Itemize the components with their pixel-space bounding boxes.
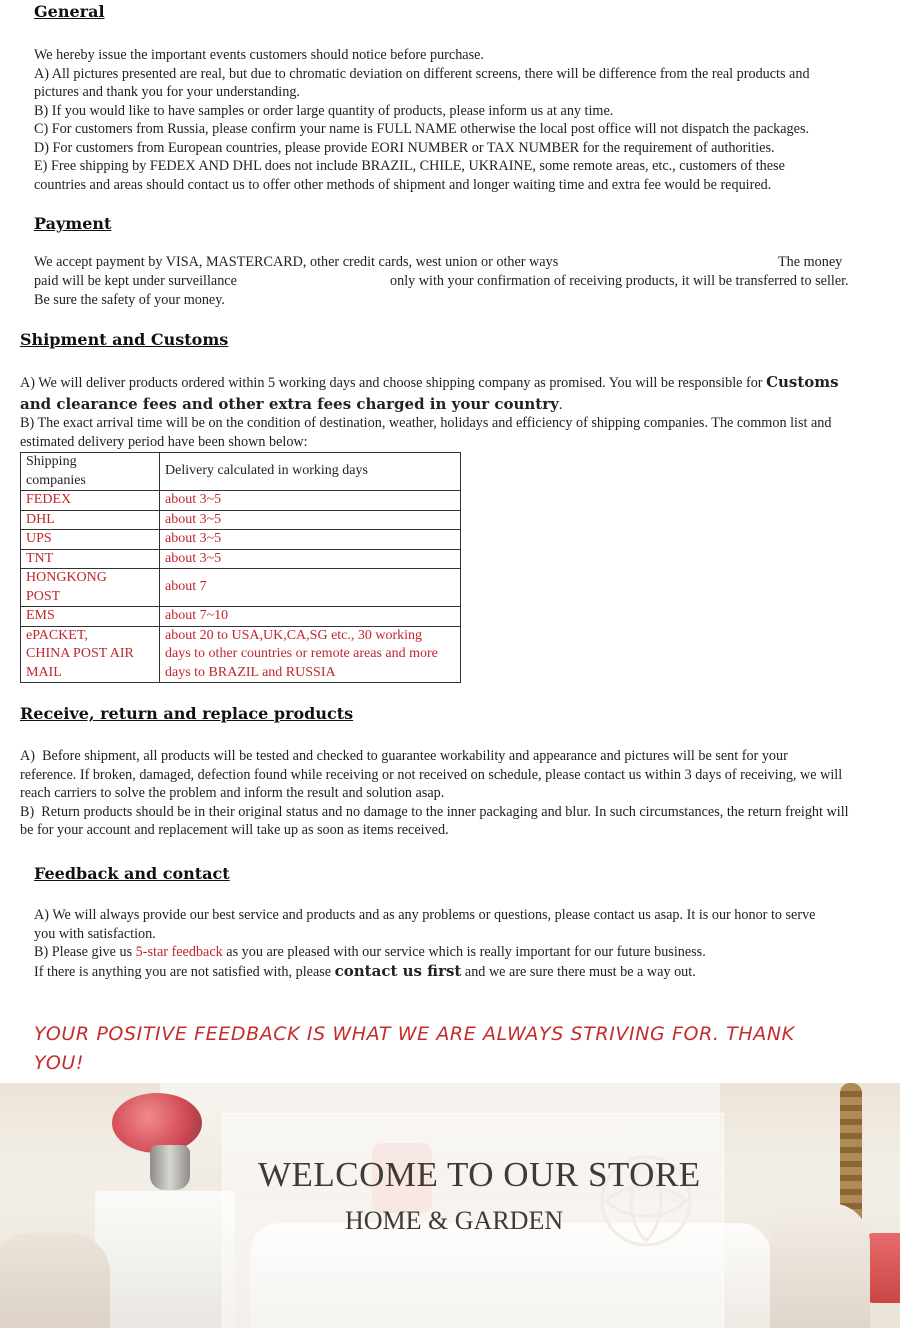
- carrier-name-line: HONGKONG: [26, 570, 107, 585]
- payment-line3: Be sure the safety of your money.: [34, 292, 225, 308]
- feedback-line1: A) We will always provide our best service and products and as any problems or questions, please contact us asap. It is our honor to serve: [34, 907, 816, 923]
- general-body: [34, 46, 874, 194]
- feedback-line3-a: B) Please give us: [34, 944, 133, 960]
- shipment-b-line1: B) The exact arrival time will be on the condition of destination, weather, holidays and efficiency of shipping companies. The common list and: [20, 415, 832, 431]
- delivery-time: [160, 626, 461, 683]
- general-heading: General: [34, 2, 105, 21]
- shipment-a-prefix: A) We will deliver products ordered within 5 working days and choose shipping company as promised. You will be responsible for: [20, 375, 763, 391]
- general-line: countries and areas should contact us to offer other methods of shipment and longer waiting time and extra fee would be required.: [34, 176, 772, 193]
- table-row: [21, 510, 461, 530]
- general-line: We hereby issue the important events customers should notice before purchase.: [34, 47, 484, 63]
- shipment-a-customs: Customs: [766, 373, 839, 391]
- general-line: E) Free shipping by FEDEX AND DHL does not include BRAZIL, CHILE, UKRAINE, some remote areas, etc., customers of these: [34, 158, 785, 174]
- delivery-time: about 3~5: [160, 549, 461, 569]
- feedback-line4-b: and we are sure there must be a way out.: [464, 963, 696, 980]
- armchair-left: [0, 1233, 110, 1328]
- payment-line1a: We accept payment by VISA, MASTERCARD, other credit cards, west union or other ways: [34, 254, 559, 270]
- table-row: [21, 569, 461, 607]
- payment-line2b: only with your confirmation of receiving products, it will be transferred to seller.: [390, 273, 849, 289]
- feedback-body: [34, 906, 884, 981]
- general-line: A) All pictures presented are real, but due to chromatic deviation on different screens, there will be difference from the real products and: [34, 65, 810, 82]
- payment-line1b: The money: [778, 254, 843, 270]
- returns-body: [20, 747, 890, 840]
- delivery-time: about 3~5: [160, 491, 461, 511]
- silver-vase: [150, 1145, 190, 1190]
- carrier-name: EMS: [21, 607, 160, 627]
- shipment-heading: Shipment and Customs: [20, 330, 229, 349]
- general-line: C) For customers from Russia, please confirm your name is FULL NAME otherwise the local post office will not dispatch the packages.: [34, 121, 810, 137]
- shipment-body: [20, 373, 880, 451]
- carrier-name-line: MAIL: [26, 664, 62, 680]
- returns-heading: Receive, return and replace products: [20, 704, 354, 723]
- carrier-name: [21, 626, 160, 683]
- slogan-line: YOUR POSITIVE FEEDBACK IS WHAT WE ARE ALWAYS STRIVING FOR. THANK: [34, 1023, 795, 1045]
- header-col1-line: companies: [26, 472, 86, 488]
- returns-line: B) Return products should be in their original status and no damage to the inner packaging and blur. In such circumstances, the return freight will: [20, 803, 849, 820]
- delivery-time-line: about 20 to USA,UK,CA,SG etc., 30 working: [165, 627, 423, 643]
- returns-line: be for your account and replacement will take up as soon as items received.: [20, 822, 449, 838]
- carrier-name-line: POST: [26, 588, 61, 604]
- delivery-time-line: days to BRAZIL and RUSSIA: [165, 664, 336, 680]
- table-row: [21, 607, 461, 627]
- shipping-table: [20, 452, 461, 683]
- delivery-time: about 3~5: [160, 510, 461, 530]
- table-row: [21, 491, 461, 511]
- table-row: [21, 549, 461, 569]
- five-star-feedback: 5-star feedback: [135, 944, 223, 960]
- returns-line: reach carriers to solve the problem and inform the result and solution asap.: [20, 785, 445, 801]
- feedback-heading: Feedback and contact: [34, 864, 230, 883]
- general-line: D) For customers from European countries, please provide EORI NUMBER or TAX NUMBER for the requirement of authorities.: [34, 139, 775, 156]
- feedback-line3-b: as you are pleased with our service which is really important for our future business.: [226, 944, 706, 960]
- header-col1-line: Shipping: [26, 454, 77, 469]
- carrier-name: FEDEX: [21, 491, 160, 511]
- feedback-line4-a: If there is anything you are not satisfied with, please: [34, 963, 332, 980]
- general-line: pictures and thank you for your understanding.: [34, 84, 300, 100]
- delivery-time: about 3~5: [160, 530, 461, 550]
- table-header-row: [21, 453, 461, 491]
- side-table: [95, 1191, 235, 1328]
- delivery-time: about 7~10: [160, 607, 461, 627]
- shipment-a-fees: and clearance fees and other extra fees charged in your country: [20, 394, 559, 413]
- carrier-name-line: CHINA POST AIR: [26, 646, 134, 661]
- returns-line: reference. If broken, damaged, defection found while receiving or not received on schedule, please contact us within 3 days of receiving, we will: [20, 766, 843, 783]
- armchair-right: [770, 1203, 870, 1328]
- table-header-cell: [21, 453, 160, 491]
- carrier-name: UPS: [21, 530, 160, 550]
- payment-line2a: paid will be kept under surveillance: [34, 273, 237, 289]
- slogan-line: YOU!: [34, 1052, 85, 1074]
- returns-line: A) Before shipment, all products will be tested and checked to guarantee workability and appearance and pictures will be sent for your: [20, 748, 788, 764]
- contact-us-first: contact us first: [334, 961, 462, 980]
- banner-subtitle: HOME & GARDEN: [345, 1206, 564, 1235]
- delivery-time-line: days to other countries or remote areas and more: [165, 646, 438, 661]
- shipment-a-end: .: [558, 396, 563, 413]
- carrier-name: [21, 569, 160, 607]
- feedback-line2: you with satisfaction.: [34, 925, 156, 942]
- store-banner: [0, 1083, 900, 1328]
- carrier-name: DHL: [21, 510, 160, 530]
- delivery-time: about 7: [160, 569, 461, 607]
- table-row: [21, 530, 461, 550]
- flower-bouquet: [112, 1093, 202, 1153]
- shipment-b-line2: estimated delivery period have been shown below:: [20, 433, 308, 450]
- general-line: B) If you would like to have samples or order large quantity of products, please inform us at any time.: [34, 102, 614, 119]
- table-row: [21, 626, 461, 683]
- table-header-cell: Delivery calculated in working days: [160, 453, 461, 491]
- banner-title: WELCOME TO OUR STORE: [258, 1155, 701, 1194]
- carrier-name: TNT: [21, 549, 160, 569]
- carrier-name-line: ePACKET,: [26, 627, 88, 643]
- payment-heading: Payment: [34, 214, 112, 233]
- slogan: [34, 1020, 884, 1078]
